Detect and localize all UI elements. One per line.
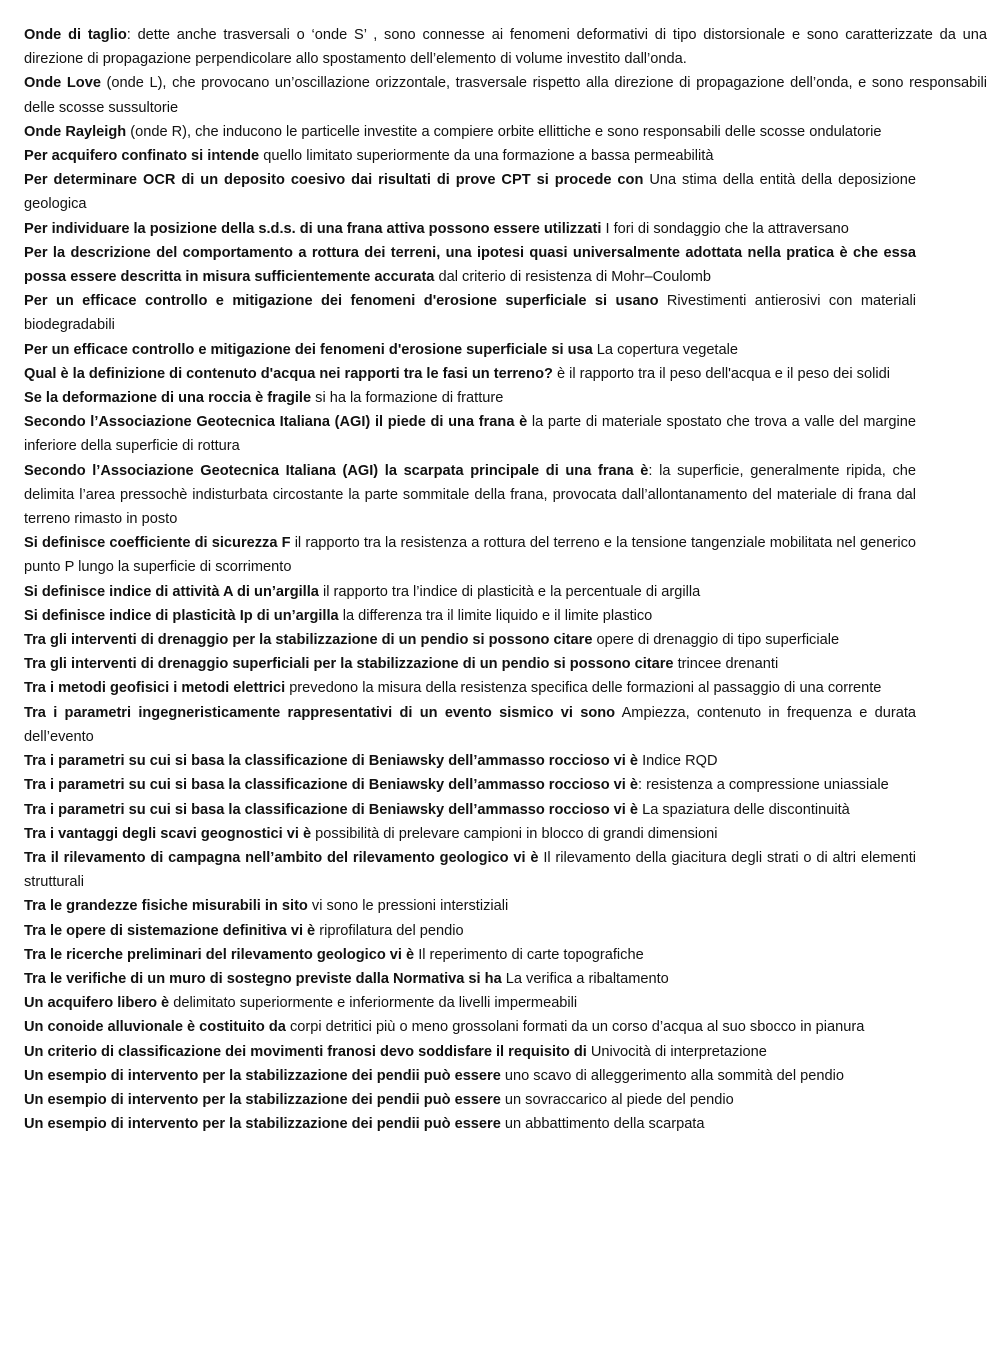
entry-definition: La verifica a ribaltamento (501, 970, 669, 987)
entry-definition: corpi detritici più o meno grossolani formati da un corso d’acqua al suo sbocco in pianura (285, 1019, 865, 1036)
entry-definition: Ampiezza, contenuto in frequenza e durata dell’evento (24, 704, 916, 745)
entry-term: Per determinare OCR di un deposito coesivo dai risultati di prove CPT si procede con (24, 172, 644, 189)
entry (24, 168, 916, 216)
entry-definition: un sovraccarico al piede del pendio (500, 1091, 734, 1108)
entry (24, 701, 916, 749)
entry (24, 580, 916, 604)
entry (24, 846, 916, 894)
entry (24, 773, 916, 797)
entry (24, 410, 916, 458)
entry (24, 822, 916, 846)
entry-definition: il rapporto tra la resistenza a rottura del terreno e la tensione tangenziale mobilitata nel generico punto P lungo la superficie di scorrimento (24, 535, 917, 576)
entry-definition: Una stima della entità della deposizione geologica (24, 172, 916, 213)
entry-term: Onde Love (24, 75, 101, 92)
entry-definition: La spaziatura delle discontinuità (638, 801, 850, 818)
entry-term: Tra i parametri su cui si basa la classificazione di Beniawsky dell’ammasso roccioso vi è (24, 801, 639, 818)
entry-term: Tra i metodi geofisici i metodi elettrici (24, 680, 286, 697)
entry-definition: trincee drenanti (673, 656, 779, 673)
entry (24, 241, 916, 289)
entry-definition: uno scavo di alleggerimento alla sommità del pendio (500, 1067, 844, 1084)
entry-definition: Univocità di interpretazione (586, 1043, 767, 1060)
entry-definition: I fori di sondaggio che la attraversano (601, 220, 849, 237)
entry-term: Tra il rilevamento di campagna nell’ambito del rilevamento geologico vi è (24, 849, 539, 866)
entry (24, 919, 916, 943)
entry-term: Un esempio di intervento per la stabilizzazione dei pendii può essere (24, 1067, 501, 1084)
entry-term: Per un efficace controllo e mitigazione dei fenomeni d'erosione superficiale si usa (24, 341, 593, 358)
entry-term: Onde di taglio (24, 27, 127, 43)
entry (24, 71, 987, 119)
entry-term: Un esempio di intervento per la stabilizzazione dei pendii può essere (24, 1091, 501, 1108)
entry-definition: Il rilevamento della giacitura degli strati o di altri elementi strutturali (24, 849, 916, 891)
entry-definition: possibilità di prelevare campioni in blocco di grandi dimensioni (311, 825, 718, 842)
entry (24, 217, 916, 241)
entry-definition: riprofilatura del pendio (315, 922, 464, 939)
entry-definition: (onde L), che provocano un’oscillazione orizzontale, trasversale rispetto alla direzione di propagazione dell’onda, e sono responsabili delle scosse sussultorie (24, 75, 987, 116)
entry-definition: : resistenza a compressione uniassiale (638, 777, 889, 794)
entry (24, 531, 916, 579)
entry-term: Secondo l’Associazione Geotecnica Italiana (AGI) il piede di una frana è (24, 414, 528, 431)
entry-term: Un esempio di intervento per la stabilizzazione dei pendii può essere (24, 1116, 501, 1133)
entry (24, 338, 916, 362)
entry (24, 798, 916, 822)
entry (24, 23, 987, 71)
entry-definition: Il reperimento di carte topografiche (414, 946, 644, 963)
entry (24, 652, 916, 676)
entry-term: Onde Rayleigh (24, 123, 127, 140)
entry-definition: delimitato superiormente e inferiormente da livelli impermeabili (169, 995, 578, 1012)
entry-definition: : dette anche trasversali o ‘onde S’ , sono connesse ai fenomeni deformativi di tipo distorsionale e sono caratterizzate da una direzione di propagazione perpendicolare allo spostamento dell’elemento di volume investito dall’onda. (24, 27, 987, 68)
entry-term: Tra le verifiche di un muro di sostegno previste dalla Normativa si ha (24, 970, 502, 987)
entry (24, 628, 916, 652)
entry (24, 120, 987, 144)
entry-term: Si definisce coefficiente di sicurezza F (24, 535, 291, 552)
entry-term: Tra i parametri su cui si basa la classificazione di Beniawsky dell’ammasso roccioso vi è (24, 777, 639, 794)
entry-term: Per individuare la posizione della s.d.s. di una frana attiva possono essere utilizzati (24, 220, 602, 237)
entry (24, 676, 916, 700)
entry-term: Se la deformazione di una roccia è fragile (24, 390, 312, 407)
entry-definition: prevedono la misura della resistenza specifica delle formazioni al passaggio di una corrente (285, 680, 882, 697)
entry-definition: vi sono le pressioni interstiziali (307, 898, 509, 915)
entry (24, 386, 916, 410)
entry (24, 289, 916, 337)
entry-term: Si definisce indice di plasticità Ip di un’argilla (24, 607, 339, 624)
entry (24, 894, 916, 918)
entry (24, 1112, 916, 1136)
entry-definition: opere di drenaggio di tipo superficiale (592, 632, 840, 649)
entry-definition: quello limitato superiormente da una formazione a bassa permeabilità (259, 148, 714, 165)
entry (24, 1088, 916, 1112)
entry-term: Tra i parametri ingegneristicamente rappresentativi di un evento sismico vi sono (24, 704, 616, 721)
entry-definition: è il rapporto tra il peso dell'acqua e il peso dei solidi (552, 365, 890, 382)
entry-term: Un acquifero libero è (24, 995, 170, 1012)
entry-term: Un conoide alluvionale è costituito da (24, 1019, 286, 1036)
entry-definition: la differenza tra il limite liquido e il limite plastico (338, 607, 653, 624)
entry-definition: dal criterio di resistenza di Mohr–Coulomb (434, 269, 712, 286)
entry (24, 991, 916, 1015)
entry-term: Tra le opere di sistemazione definitiva vi è (24, 922, 316, 939)
entry-term: Tra gli interventi di drenaggio per la stabilizzazione di un pendio si possono citare (24, 632, 593, 649)
entry-term: Tra i vantaggi degli scavi geognostici vi è (24, 825, 312, 842)
entry (24, 967, 916, 991)
entry-term: Secondo l’Associazione Geotecnica Italiana (AGI) la scarpata principale di una frana è (24, 462, 649, 479)
entry (24, 604, 916, 628)
entry-term: Un criterio di classificazione dei movimenti franosi devo soddisfare il requisito di (24, 1043, 587, 1060)
entry (24, 144, 916, 168)
entry-term: Per acquifero confinato si intende (24, 148, 260, 165)
entry-definition: Indice RQD (638, 753, 718, 770)
entry-definition: il rapporto tra l’indice di plasticità e la percentuale di argilla (318, 583, 701, 600)
entry-definition: (onde R), che inducono le particelle investite a compiere orbite ellittiche e sono responsabili delle scosse ondulatorie (126, 123, 882, 140)
entry-definition: : la superficie, generalmente ripida, che delimita l’area pressochè indisturbata circostante la parte sommitale della frana, provocata dall’allontanamento del materiale di frana dal terreno rimasto in posto (24, 462, 916, 528)
entry-definition: Rivestimenti antierosivi con materiali biodegradabili (24, 293, 916, 334)
entry-definition: si ha la formazione di fratture (311, 390, 504, 407)
entry-term: Tra i parametri su cui si basa la classificazione di Beniawsky dell’ammasso roccioso vi è (24, 753, 639, 770)
entry (24, 1015, 916, 1039)
entry-term: Per un efficace controllo e mitigazione dei fenomeni d'erosione superficiale si usano (24, 293, 659, 310)
entry (24, 1040, 916, 1064)
entry (24, 459, 916, 532)
entry-term: Qual è la definizione di contenuto d'acqua nei rapporti tra le fasi un terreno? (24, 365, 553, 382)
entry-definition: la parte di materiale spostato che trova a valle del margine inferiore della superficie di rottura (24, 414, 916, 455)
entry-term: Tra le ricerche preliminari del rilevamento geologico vi è (24, 946, 415, 963)
entry-term: Tra le grandezze fisiche misurabili in sito (24, 898, 308, 915)
entry (24, 362, 916, 386)
entry-definition: un abbattimento della scarpata (500, 1116, 705, 1133)
entry (24, 1064, 916, 1088)
entry-term: Tra gli interventi di drenaggio superficiali per la stabilizzazione di un pendio si possono citare (24, 656, 674, 673)
entry-definition: La copertura vegetale (592, 341, 738, 358)
entry-term: Si definisce indice di attività A di un’argilla (24, 583, 319, 600)
entry (24, 749, 916, 773)
entry (24, 943, 916, 967)
entry-term: Per la descrizione del comportamento a rottura dei terreni, una ipotesi quasi universalmente adottata nella pratica è che essa possa essere descritta in misura sufficientemente accurata (24, 244, 916, 286)
